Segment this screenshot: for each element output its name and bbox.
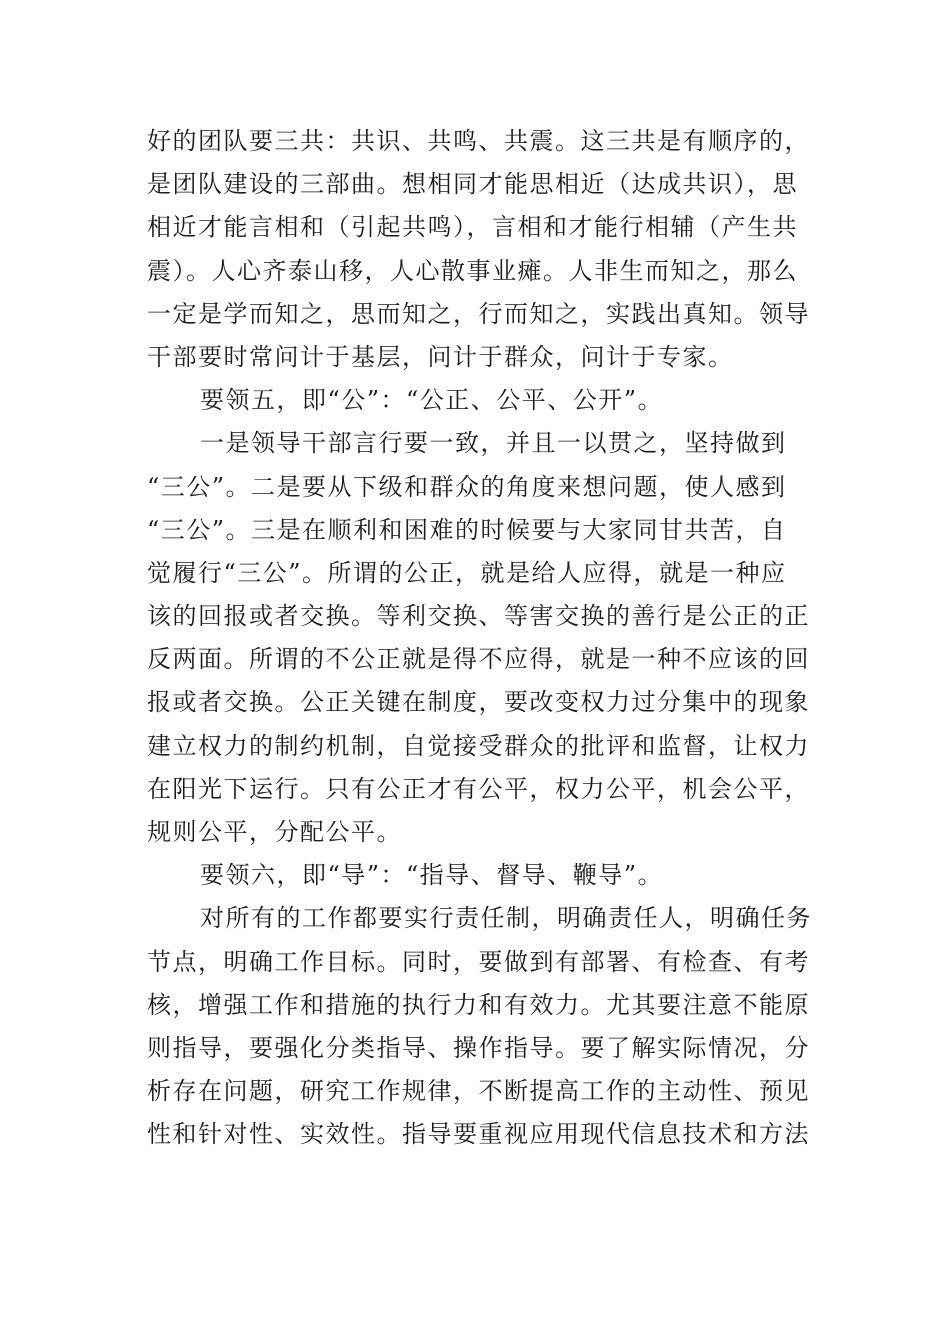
text-line: 是团队建设的三部曲。想相同才能思相近（达成共识），思 [147,170,798,199]
text-line: 震）。人心齐泰山移，人心散事业瘫。人非生而知之，那么 [147,256,798,285]
text-line: 性和针对性、实效性。指导要重视应用现代信息技术和方法 [147,1120,810,1149]
text-line: 报或者交换。公正关键在制度，要改变权力过分集中的现象 [147,688,810,717]
text-line: 对所有的工作都要实行责任制，明确责任人，明确任务 [200,904,812,933]
text-line: “三公”。三是在顺利和困难的时候要与大家同甘共苦，自 [147,515,787,544]
text-line: 核，增强工作和措施的执行力和有效力。尤其要注意不能原 [147,990,810,1019]
section-heading-five: 要领五，即“公”：“公正、公平、公开”。 [200,386,664,415]
text-line: 该的回报或者交换。等利交换、等害交换的善行是公正的正 [147,602,810,631]
text-line: 反两面。所谓的不公正就是得不应得，就是一种不应该的回 [147,645,810,674]
text-line: “三公”。二是要从下级和群众的角度来想问题，使人感到 [147,472,787,501]
text-line: 觉履行“三公”。所谓的公正，就是给人应得，就是一种应 [147,558,787,587]
body-text [147,120,817,1157]
text-line: 建立权力的制约机制，自觉接受群众的批评和监督，让权力 [147,731,810,760]
text-line: 规则公平，分配公平。 [147,818,402,846]
text-line: 一是领导干部言行要一致，并且一以贯之，坚持做到 [200,429,787,458]
text-line: 相近才能言相和（引起共鸣），言相和才能行相辅（产生共 [147,213,798,242]
text-line: 析存在问题，研究工作规律，不断提高工作的主动性、预见 [147,1077,810,1106]
text-line: 干部要时常问计于基层，问计于群众，问计于专家。 [147,342,734,371]
text-line: 一定是学而知之，思而知之，行而知之，实践出真知。领导 [147,299,810,328]
section-heading-six: 要领六，即“导”：“指导、督导、鞭导”。 [200,861,664,890]
text-line: 则指导，要强化分类指导、操作指导。要了解实际情况，分 [147,1033,810,1062]
text-line: 在阳光下运行。只有公正才有公平，权力公平，机会公平， [147,774,810,803]
text-line: 节点，明确工作目标。同时，要做到有部署、有检查、有考 [147,947,810,976]
text-line: 好的团队要三共：共识、共鸣、共震。这三共是有顺序的， [147,127,810,155]
